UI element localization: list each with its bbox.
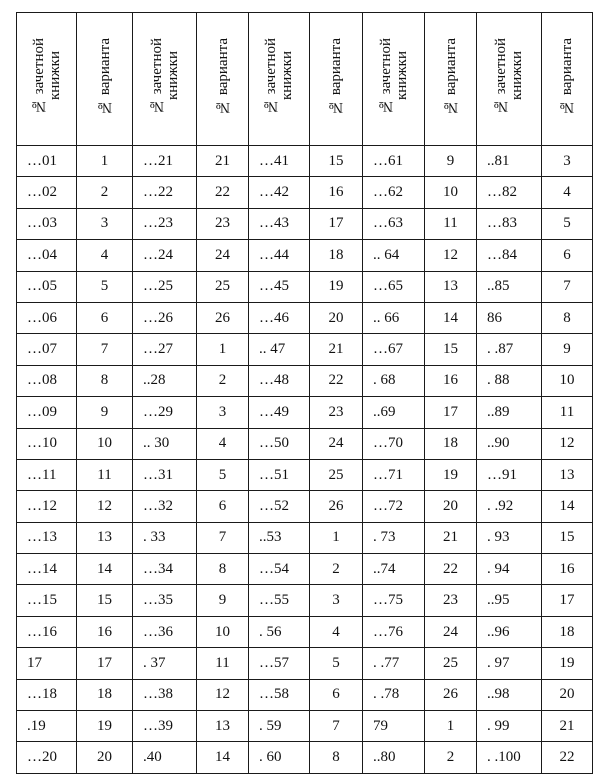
- variant-number-cell: 15: [542, 522, 593, 553]
- variant-number-cell: 20: [310, 302, 363, 333]
- variant-number-cell: 16: [310, 177, 363, 208]
- book-number-cell: …83: [477, 208, 542, 239]
- variant-number-cell: 20: [425, 491, 477, 522]
- variant-number-cell: 15: [310, 146, 363, 177]
- variant-number-cell: 18: [425, 428, 477, 459]
- book-number-cell: …10: [17, 428, 77, 459]
- book-number-cell: …11: [17, 459, 77, 490]
- book-number-cell: …18: [17, 679, 77, 710]
- book-number-cell: …57: [249, 648, 310, 679]
- variant-number-cell: 2: [77, 177, 133, 208]
- table-row: [17, 491, 593, 522]
- table-row: [17, 208, 593, 239]
- variant-number-cell: 24: [310, 428, 363, 459]
- book-number-cell: .40: [133, 742, 197, 773]
- book-number-cell: …35: [133, 585, 197, 616]
- book-number-cell: . 73: [363, 522, 425, 553]
- book-number-cell: …23: [133, 208, 197, 239]
- variant-number-cell: 3: [310, 585, 363, 616]
- book-number-cell: …75: [363, 585, 425, 616]
- variant-number-cell: 18: [310, 240, 363, 271]
- book-number-cell: ..96: [477, 616, 542, 647]
- book-number-cell: ..98: [477, 679, 542, 710]
- header-variant-number-5: № варианта: [542, 13, 593, 146]
- table-row: [17, 585, 593, 616]
- variant-number-cell: 4: [197, 428, 249, 459]
- book-number-cell: …55: [249, 585, 310, 616]
- variant-number-cell: 9: [425, 146, 477, 177]
- variant-number-cell: 7: [197, 522, 249, 553]
- variant-number-cell: 13: [77, 522, 133, 553]
- book-number-cell: …42: [249, 177, 310, 208]
- book-number-cell: …63: [363, 208, 425, 239]
- variant-number-cell: 26: [425, 679, 477, 710]
- variant-assignment-table: [16, 12, 593, 774]
- variant-number-cell: 11: [425, 208, 477, 239]
- variant-number-cell: 6: [310, 679, 363, 710]
- table-row: [17, 240, 593, 271]
- variant-number-cell: 9: [542, 334, 593, 365]
- variant-number-cell: 14: [425, 302, 477, 333]
- variant-number-cell: 18: [77, 679, 133, 710]
- book-number-cell: …36: [133, 616, 197, 647]
- book-number-cell: …12: [17, 491, 77, 522]
- book-number-cell: …14: [17, 554, 77, 585]
- book-number-cell: .. 30: [133, 428, 197, 459]
- variant-number-cell: 21: [542, 711, 593, 742]
- book-number-cell: …72: [363, 491, 425, 522]
- book-number-cell: …13: [17, 522, 77, 553]
- book-number-cell: . 97: [477, 648, 542, 679]
- book-number-cell: ..90: [477, 428, 542, 459]
- table-row: [17, 522, 593, 553]
- variant-number-cell: 9: [77, 397, 133, 428]
- book-number-cell: …71: [363, 459, 425, 490]
- variant-number-cell: 25: [310, 459, 363, 490]
- variant-number-cell: 17: [77, 648, 133, 679]
- variant-number-cell: 10: [77, 428, 133, 459]
- variant-number-cell: 4: [310, 616, 363, 647]
- book-number-cell: ..53: [249, 522, 310, 553]
- book-number-cell: .. 47: [249, 334, 310, 365]
- book-number-cell: …84: [477, 240, 542, 271]
- variant-number-cell: 13: [542, 459, 593, 490]
- book-number-cell: …03: [17, 208, 77, 239]
- variant-number-cell: 7: [310, 711, 363, 742]
- variant-number-cell: 21: [425, 522, 477, 553]
- book-number-cell: …21: [133, 146, 197, 177]
- book-number-cell: …61: [363, 146, 425, 177]
- variant-number-cell: 14: [542, 491, 593, 522]
- book-number-cell: …04: [17, 240, 77, 271]
- table-row: [17, 397, 593, 428]
- book-number-cell: …26: [133, 302, 197, 333]
- table-row: [17, 648, 593, 679]
- variant-number-cell: 7: [542, 271, 593, 302]
- book-number-cell: …27: [133, 334, 197, 365]
- variant-number-cell: 6: [197, 491, 249, 522]
- variant-number-cell: 9: [197, 585, 249, 616]
- variant-number-cell: 8: [310, 742, 363, 773]
- variant-number-cell: 2: [197, 365, 249, 396]
- variant-number-cell: 17: [425, 397, 477, 428]
- table-row: [17, 146, 593, 177]
- variant-number-cell: 1: [77, 146, 133, 177]
- book-number-cell: ..80: [363, 742, 425, 773]
- book-number-cell: . 94: [477, 554, 542, 585]
- book-number-cell: …01: [17, 146, 77, 177]
- book-number-cell: ..95: [477, 585, 542, 616]
- variant-number-cell: 20: [77, 742, 133, 773]
- book-number-cell: . 37: [133, 648, 197, 679]
- table-body: [17, 146, 593, 774]
- table-row: [17, 302, 593, 333]
- table-row: [17, 365, 593, 396]
- table-row: [17, 334, 593, 365]
- variant-number-cell: 10: [197, 616, 249, 647]
- variant-number-cell: 2: [310, 554, 363, 585]
- variant-number-cell: 17: [310, 208, 363, 239]
- variant-number-cell: 4: [542, 177, 593, 208]
- variant-number-cell: 22: [425, 554, 477, 585]
- book-number-cell: …58: [249, 679, 310, 710]
- variant-number-cell: 23: [310, 397, 363, 428]
- book-number-cell: …62: [363, 177, 425, 208]
- book-number-cell: .. 64: [363, 240, 425, 271]
- book-number-cell: . .87: [477, 334, 542, 365]
- book-number-cell: …15: [17, 585, 77, 616]
- table-row: [17, 742, 593, 773]
- book-number-cell: …32: [133, 491, 197, 522]
- book-number-cell: . 60: [249, 742, 310, 773]
- variant-number-cell: 14: [77, 554, 133, 585]
- header-variant-number-4: № варианта: [425, 13, 477, 146]
- book-number-cell: . 88: [477, 365, 542, 396]
- header-variant-number-1: № варианта: [77, 13, 133, 146]
- book-number-cell: …09: [17, 397, 77, 428]
- variant-number-cell: 19: [77, 711, 133, 742]
- variant-number-cell: 16: [425, 365, 477, 396]
- variant-number-cell: 24: [197, 240, 249, 271]
- table-row: [17, 554, 593, 585]
- book-number-cell: 17: [17, 648, 77, 679]
- book-number-cell: …07: [17, 334, 77, 365]
- variant-number-cell: 25: [197, 271, 249, 302]
- variant-number-cell: 16: [542, 554, 593, 585]
- book-number-cell: .19: [17, 711, 77, 742]
- header-book-number-1: № зачетной книжки: [17, 13, 77, 146]
- variant-number-cell: 6: [542, 240, 593, 271]
- book-number-cell: …02: [17, 177, 77, 208]
- table-row: [17, 459, 593, 490]
- book-number-cell: . 93: [477, 522, 542, 553]
- variant-number-cell: 3: [542, 146, 593, 177]
- book-number-cell: . 33: [133, 522, 197, 553]
- book-number-cell: …70: [363, 428, 425, 459]
- book-number-cell: 79: [363, 711, 425, 742]
- variant-number-cell: 8: [77, 365, 133, 396]
- book-number-cell: .. 66: [363, 302, 425, 333]
- header-book-number-5: № зачетной книжки: [477, 13, 542, 146]
- book-number-cell: …46: [249, 302, 310, 333]
- variant-number-cell: 25: [425, 648, 477, 679]
- variant-number-cell: 22: [310, 365, 363, 396]
- variant-number-cell: 3: [197, 397, 249, 428]
- header-row: [17, 13, 593, 146]
- book-number-cell: …51: [249, 459, 310, 490]
- book-number-cell: ..69: [363, 397, 425, 428]
- variant-number-cell: 15: [77, 585, 133, 616]
- variant-number-cell: 16: [77, 616, 133, 647]
- variant-number-cell: 4: [77, 240, 133, 271]
- variant-number-cell: 23: [197, 208, 249, 239]
- variant-number-cell: 19: [310, 271, 363, 302]
- book-number-cell: 86: [477, 302, 542, 333]
- book-number-cell: …52: [249, 491, 310, 522]
- variant-number-cell: 12: [77, 491, 133, 522]
- book-number-cell: …65: [363, 271, 425, 302]
- book-number-cell: . .92: [477, 491, 542, 522]
- variant-number-cell: 12: [425, 240, 477, 271]
- variant-number-cell: 11: [542, 397, 593, 428]
- variant-number-cell: 19: [542, 648, 593, 679]
- table-row: [17, 711, 593, 742]
- table-row: [17, 679, 593, 710]
- variant-number-cell: 10: [542, 365, 593, 396]
- book-number-cell: …34: [133, 554, 197, 585]
- variant-number-cell: 5: [77, 271, 133, 302]
- book-number-cell: . .77: [363, 648, 425, 679]
- book-number-cell: . 59: [249, 711, 310, 742]
- book-number-cell: …67: [363, 334, 425, 365]
- variant-number-cell: 17: [542, 585, 593, 616]
- variant-number-cell: 26: [197, 302, 249, 333]
- book-number-cell: …43: [249, 208, 310, 239]
- book-number-cell: ..89: [477, 397, 542, 428]
- variant-number-cell: 24: [425, 616, 477, 647]
- variant-number-cell: 18: [542, 616, 593, 647]
- book-number-cell: …82: [477, 177, 542, 208]
- book-number-cell: . .100: [477, 742, 542, 773]
- variant-number-cell: 11: [77, 459, 133, 490]
- variant-number-cell: 14: [197, 742, 249, 773]
- book-number-cell: …24: [133, 240, 197, 271]
- table-row: [17, 428, 593, 459]
- book-number-cell: …49: [249, 397, 310, 428]
- variant-number-cell: 22: [542, 742, 593, 773]
- variant-number-cell: 20: [542, 679, 593, 710]
- variant-number-cell: 1: [425, 711, 477, 742]
- header-book-number-4: № зачетной книжки: [363, 13, 425, 146]
- book-number-cell: …44: [249, 240, 310, 271]
- book-number-cell: …39: [133, 711, 197, 742]
- variant-number-cell: 5: [542, 208, 593, 239]
- book-number-cell: ..81: [477, 146, 542, 177]
- book-number-cell: …22: [133, 177, 197, 208]
- book-number-cell: …20: [17, 742, 77, 773]
- book-number-cell: …31: [133, 459, 197, 490]
- header-book-number-2: № зачетной книжки: [133, 13, 197, 146]
- book-number-cell: …29: [133, 397, 197, 428]
- book-number-cell: ..74: [363, 554, 425, 585]
- variant-number-cell: 8: [542, 302, 593, 333]
- variant-number-cell: 7: [77, 334, 133, 365]
- variant-number-cell: 21: [197, 146, 249, 177]
- book-number-cell: …45: [249, 271, 310, 302]
- variant-number-cell: 1: [197, 334, 249, 365]
- book-number-cell: …16: [17, 616, 77, 647]
- book-number-cell: ..85: [477, 271, 542, 302]
- variant-number-cell: 19: [425, 459, 477, 490]
- variant-number-cell: 12: [197, 679, 249, 710]
- variant-number-cell: 12: [542, 428, 593, 459]
- header-variant-number-3: № варианта: [310, 13, 363, 146]
- header-variant-number-2: № варианта: [197, 13, 249, 146]
- book-number-cell: …38: [133, 679, 197, 710]
- book-number-cell: …48: [249, 365, 310, 396]
- variant-number-cell: 5: [197, 459, 249, 490]
- book-number-cell: …08: [17, 365, 77, 396]
- variant-number-cell: 15: [425, 334, 477, 365]
- variant-number-cell: 6: [77, 302, 133, 333]
- variant-number-cell: 22: [197, 177, 249, 208]
- table-row: [17, 271, 593, 302]
- book-number-cell: …41: [249, 146, 310, 177]
- variant-number-cell: 10: [425, 177, 477, 208]
- variant-number-cell: 13: [425, 271, 477, 302]
- table-row: [17, 616, 593, 647]
- variant-number-cell: 23: [425, 585, 477, 616]
- book-number-cell: …50: [249, 428, 310, 459]
- book-number-cell: …76: [363, 616, 425, 647]
- book-number-cell: …06: [17, 302, 77, 333]
- variant-number-cell: 8: [197, 554, 249, 585]
- variant-number-cell: 2: [425, 742, 477, 773]
- book-number-cell: …05: [17, 271, 77, 302]
- variant-number-cell: 5: [310, 648, 363, 679]
- variant-number-cell: 26: [310, 491, 363, 522]
- table-row: [17, 177, 593, 208]
- book-number-cell: …25: [133, 271, 197, 302]
- variant-number-cell: 21: [310, 334, 363, 365]
- header-book-number-3: № зачетной книжки: [249, 13, 310, 146]
- book-number-cell: …91: [477, 459, 542, 490]
- book-number-cell: …54: [249, 554, 310, 585]
- book-number-cell: . 56: [249, 616, 310, 647]
- variant-number-cell: 1: [310, 522, 363, 553]
- book-number-cell: . .78: [363, 679, 425, 710]
- book-number-cell: . 68: [363, 365, 425, 396]
- variant-number-cell: 3: [77, 208, 133, 239]
- variant-number-cell: 13: [197, 711, 249, 742]
- variant-number-cell: 11: [197, 648, 249, 679]
- book-number-cell: . 99: [477, 711, 542, 742]
- book-number-cell: ..28: [133, 365, 197, 396]
